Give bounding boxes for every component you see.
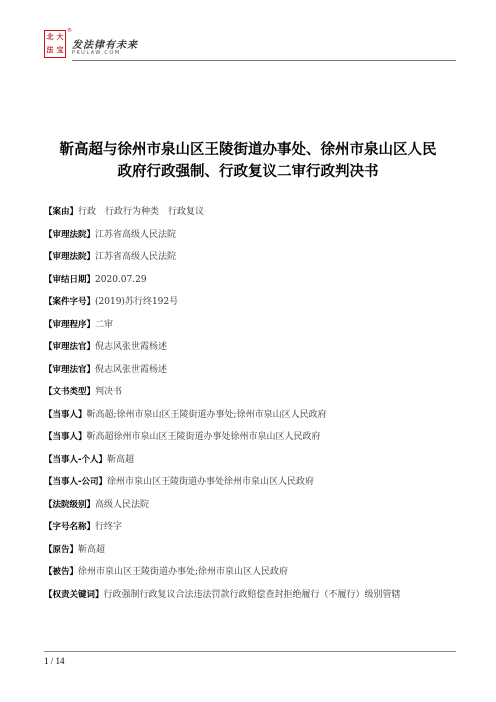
field-label: 【字号名称】 bbox=[44, 522, 96, 532]
field-value: 靳高超徐州市泉山区王陵街道办事处徐州市泉山区人民政府 bbox=[86, 432, 321, 442]
title-line-1: 靳高超与徐州市泉山区王陵街道办事处、徐州市泉山区人民 bbox=[59, 141, 437, 158]
field-row bbox=[44, 453, 464, 476]
field-label: 【审理法院】 bbox=[44, 252, 96, 262]
document-title bbox=[40, 139, 456, 183]
field-value: 江苏省高级人民法院 bbox=[95, 229, 177, 240]
field-row bbox=[44, 340, 464, 363]
field-value: 徐州市泉山区王陵街道办事处徐州市泉山区人民政府 bbox=[107, 477, 315, 487]
field-value: 二审 bbox=[95, 319, 114, 330]
field-row bbox=[44, 205, 464, 228]
logo-char: 法 bbox=[46, 46, 54, 54]
field-value: 高级人民法院 bbox=[95, 499, 150, 510]
header-divider bbox=[72, 60, 456, 61]
field-label: 【法院级别】 bbox=[44, 499, 96, 510]
footer-divider bbox=[44, 651, 456, 652]
field-row bbox=[44, 565, 464, 588]
field-label: 【当事人-个人】 bbox=[44, 454, 108, 465]
field-label: 【原告】 bbox=[44, 544, 79, 555]
page-number: 1 / 14 bbox=[44, 656, 65, 666]
field-value: 倪志风张世霞杨述 bbox=[95, 342, 168, 352]
field-label: 【当事人】 bbox=[44, 409, 87, 420]
logo-char: 北 bbox=[46, 33, 54, 41]
field-value: 2020.07.29 bbox=[95, 274, 147, 285]
field-label: 【当事人-公司】 bbox=[44, 477, 108, 487]
pkulaw-logo bbox=[44, 30, 66, 58]
field-value: 行政强制行政复议合法违法罚款行政赔偿查封拒绝履行（不履行）级别管辖 bbox=[103, 589, 401, 600]
field-row bbox=[44, 363, 464, 386]
field-value: 靳高超;徐州市泉山区王陵街道办事处;徐州市泉山区人民政府 bbox=[86, 409, 327, 420]
metadata-list bbox=[44, 205, 464, 610]
field-row bbox=[44, 273, 464, 296]
field-label: 【审理程序】 bbox=[44, 319, 96, 330]
field-value: 靳高超 bbox=[78, 544, 106, 555]
field-row bbox=[44, 250, 464, 273]
field-label: 【审理法院】 bbox=[44, 229, 96, 240]
field-label: 【审理法官】 bbox=[44, 342, 96, 352]
field-row bbox=[44, 408, 464, 431]
field-row bbox=[44, 520, 464, 543]
field-row bbox=[44, 318, 464, 341]
field-label: 【案件字号】 bbox=[44, 297, 96, 307]
field-label: 【当事人】 bbox=[44, 432, 87, 442]
brand-slogan: 发法律有未来 bbox=[72, 40, 138, 51]
field-value: 判决书 bbox=[95, 387, 123, 397]
field-label: 【审结日期】 bbox=[44, 274, 96, 285]
title-line-2: 政府行政强制、行政复议二审行政判决书 bbox=[117, 163, 379, 180]
field-row bbox=[44, 430, 464, 453]
field-row bbox=[44, 498, 464, 521]
field-label: 【审理法官】 bbox=[44, 364, 96, 375]
field-row bbox=[44, 475, 464, 498]
field-value: 靳高超 bbox=[107, 454, 135, 465]
field-label: 【案由】 bbox=[44, 207, 79, 217]
site-header bbox=[44, 30, 456, 70]
field-label: 【权责关键词】 bbox=[44, 589, 104, 600]
field-row bbox=[44, 295, 464, 318]
field-row bbox=[44, 228, 464, 251]
registered-mark: ® bbox=[67, 28, 72, 34]
field-value: 江苏省高级人民法院 bbox=[95, 252, 177, 262]
logo-char: 大 bbox=[56, 33, 64, 41]
field-row bbox=[44, 385, 464, 408]
field-value: 徐州市泉山区王陵街道办事处;徐州市泉山区人民政府 bbox=[78, 567, 289, 577]
field-row bbox=[44, 543, 464, 566]
field-label: 【文书类型】 bbox=[44, 387, 96, 397]
field-value: 行政 行政行为种类 行政复议 bbox=[78, 207, 205, 217]
logo-char: 宝 bbox=[56, 46, 64, 54]
field-value: (2019)苏行终192号 bbox=[95, 297, 179, 307]
brand-url: PKULAW.COM bbox=[72, 50, 121, 56]
field-value: 行终字 bbox=[95, 522, 123, 532]
field-label: 【被告】 bbox=[44, 567, 79, 577]
field-row bbox=[44, 588, 464, 611]
field-value: 倪志风张世霞杨述 bbox=[95, 364, 168, 375]
